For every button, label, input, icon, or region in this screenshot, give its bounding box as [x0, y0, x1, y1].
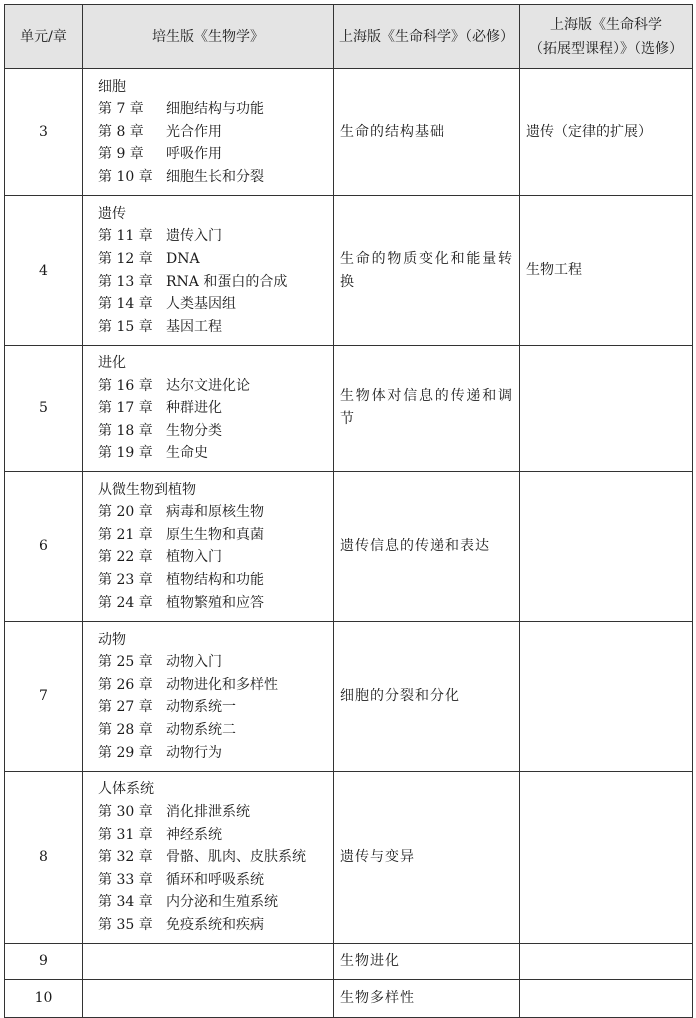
bixiu-cell: 遗传信息的传递和表达 — [334, 471, 520, 621]
chapter-line — [98, 592, 329, 615]
xuanxiu-cell: 生物工程 — [520, 196, 693, 346]
chapter-line — [98, 225, 329, 248]
unit-cell: 5 — [5, 346, 83, 472]
chapter-name: 原生生物和真菌 — [166, 526, 264, 543]
chapter-number: 第 8 章 — [98, 123, 144, 140]
chapter-name: 基因工程 — [166, 318, 222, 335]
peisheng-cell — [83, 943, 334, 979]
chapter-name: 细胞结构与功能 — [166, 101, 264, 118]
chapter-number: 第 26 章 — [98, 676, 153, 693]
chapter-number: 第 29 章 — [98, 744, 153, 761]
header-xuanxiu: 上海版《生命科学 （拓展型课程）》（选修） — [520, 5, 693, 69]
chapter-name: 循环和呼吸系统 — [166, 871, 264, 888]
chapter-number: 第 20 章 — [98, 504, 153, 521]
chapter-line — [98, 316, 329, 339]
chapter-number: 第 25 章 — [98, 654, 153, 671]
chapter-name: 动物进化和多样性 — [166, 676, 278, 693]
chapter-name: 呼吸作用 — [166, 146, 222, 163]
header-bixiu: 上海版《生命科学》（必修） — [334, 5, 520, 69]
unit-cell: 7 — [5, 621, 83, 771]
xuanxiu-cell — [520, 771, 693, 943]
chapter-name: 人类基因组 — [166, 296, 236, 313]
chapter-line — [98, 546, 329, 569]
chapter-name: 生物分类 — [166, 422, 222, 439]
chapter-line — [98, 914, 329, 937]
unit-title: 人体系统 — [98, 781, 154, 798]
chapter-line — [98, 674, 329, 697]
bixiu-cell: 生命的结构基础 — [334, 69, 520, 196]
chapter-number: 第 22 章 — [98, 549, 153, 566]
chapter-number: 第 23 章 — [98, 572, 153, 589]
table-row — [5, 943, 693, 979]
chapter-number: 第 27 章 — [98, 699, 153, 716]
peisheng-cell — [83, 346, 334, 472]
peisheng-cell — [83, 979, 334, 1017]
header-unit: 单元/章 — [5, 5, 83, 69]
chapter-number: 第 17 章 — [98, 400, 153, 417]
chapter-name: 动物行为 — [166, 744, 222, 761]
chapter-line — [98, 442, 329, 465]
chapter-number: 第 14 章 — [98, 296, 153, 313]
unit-cell: 10 — [5, 979, 83, 1017]
chapter-number: 第 31 章 — [98, 826, 153, 843]
unit-cell: 3 — [5, 69, 83, 196]
chapter-name: 达尔文进化论 — [166, 377, 250, 394]
chapter-number: 第 16 章 — [98, 377, 153, 394]
chapter-line — [98, 293, 329, 316]
chapter-name: 动物系统一 — [166, 699, 236, 716]
chapter-name: 种群进化 — [166, 400, 222, 417]
chapter-name: 消化排泄系统 — [166, 803, 250, 820]
bixiu-cell: 生物多样性 — [334, 979, 520, 1017]
header-row — [5, 5, 693, 69]
xuanxiu-cell — [520, 471, 693, 621]
chapter-line — [98, 891, 329, 914]
chapter-line — [98, 801, 329, 824]
chapter-number: 第 33 章 — [98, 871, 153, 888]
chapter-number: 第 7 章 — [98, 101, 144, 118]
chapter-name: 植物入门 — [166, 549, 222, 566]
bixiu-cell: 生物进化 — [334, 943, 520, 979]
chapter-number: 第 24 章 — [98, 594, 153, 611]
xuanxiu-cell — [520, 346, 693, 472]
chapter-line — [98, 98, 329, 121]
peisheng-cell — [83, 471, 334, 621]
unit-title: 遗传 — [98, 205, 126, 222]
chapter-name: 动物系统二 — [166, 722, 236, 739]
chapter-number: 第 34 章 — [98, 894, 153, 911]
chapter-name: 植物结构和功能 — [166, 572, 264, 589]
chapter-number: 第 18 章 — [98, 422, 153, 439]
bixiu-cell: 细胞的分裂和分化 — [334, 621, 520, 771]
chapter-line — [98, 869, 329, 892]
chapter-number: 第 10 章 — [98, 168, 153, 185]
chapter-number: 第 21 章 — [98, 526, 153, 543]
chapter-line — [98, 375, 329, 398]
chapter-line — [98, 248, 329, 271]
chapter-line — [98, 569, 329, 592]
chapter-name: 骨骼、肌肉、皮肤系统 — [166, 849, 306, 866]
chapter-line — [98, 166, 329, 189]
unit-cell: 8 — [5, 771, 83, 943]
chapter-name: 遗传入门 — [166, 228, 222, 245]
xuanxiu-cell — [520, 979, 693, 1017]
chapter-line — [98, 501, 329, 524]
chapter-name: 动物入门 — [166, 654, 222, 671]
table-row — [5, 771, 693, 943]
table-row — [5, 979, 693, 1017]
chapter-name: 植物繁殖和应答 — [166, 594, 264, 611]
chapter-number: 第 30 章 — [98, 803, 153, 820]
chapter-name: RNA 和蛋白的合成 — [166, 273, 288, 290]
chapter-name: DNA — [166, 250, 200, 267]
chapter-number: 第 15 章 — [98, 318, 153, 335]
peisheng-cell — [83, 771, 334, 943]
chapter-line — [98, 121, 329, 144]
unit-cell: 9 — [5, 943, 83, 979]
unit-title: 进化 — [98, 355, 126, 371]
chapter-number: 第 35 章 — [98, 916, 153, 933]
chapter-number: 第 19 章 — [98, 445, 153, 462]
unit-cell: 4 — [5, 196, 83, 346]
peisheng-cell — [83, 621, 334, 771]
xuanxiu-cell: 遗传（定律的扩展） — [520, 69, 693, 196]
chapter-name: 内分泌和生殖系统 — [166, 894, 278, 911]
curriculum-comparison-table — [4, 4, 693, 1018]
chapter-number: 第 28 章 — [98, 722, 153, 739]
table-row — [5, 346, 693, 472]
chapter-line — [98, 846, 329, 869]
table-body — [5, 69, 693, 1018]
peisheng-cell — [83, 69, 334, 196]
chapter-number: 第 12 章 — [98, 250, 153, 267]
chapter-name: 光合作用 — [166, 123, 222, 140]
chapter-line — [98, 824, 329, 847]
chapter-line — [98, 719, 329, 742]
chapter-number: 第 9 章 — [98, 146, 144, 163]
chapter-number: 第 11 章 — [98, 228, 153, 245]
bixiu-cell: 生命的物质变化和能量转换 — [334, 196, 520, 346]
unit-title: 细胞 — [98, 78, 126, 95]
chapter-number: 第 32 章 — [98, 849, 153, 866]
chapter-name: 生命史 — [166, 445, 208, 462]
table-row — [5, 196, 693, 346]
chapter-name: 免疫系统和疾病 — [166, 916, 264, 933]
chapter-name: 病毒和原核生物 — [166, 504, 264, 521]
chapter-line — [98, 524, 329, 547]
chapter-line — [98, 143, 329, 166]
xuanxiu-cell — [520, 943, 693, 979]
peisheng-cell — [83, 196, 334, 346]
unit-cell: 6 — [5, 471, 83, 621]
xuanxiu-cell — [520, 621, 693, 771]
bixiu-cell: 遗传与变异 — [334, 771, 520, 943]
header-peisheng: 培生版《生物学》 — [83, 5, 334, 69]
unit-title: 动物 — [98, 631, 126, 648]
chapter-line — [98, 742, 329, 765]
chapter-name: 神经系统 — [166, 826, 222, 843]
chapter-line — [98, 651, 329, 674]
table-row — [5, 621, 693, 771]
chapter-line — [98, 696, 329, 719]
chapter-line — [98, 420, 329, 443]
table-row — [5, 471, 693, 621]
table-row — [5, 69, 693, 196]
chapter-line — [98, 271, 329, 294]
chapter-number: 第 13 章 — [98, 273, 153, 290]
chapter-name: 细胞生长和分裂 — [166, 168, 264, 185]
unit-title: 从微生物到植物 — [98, 481, 196, 498]
bixiu-cell: 生物体对信息的传递和调节 — [334, 346, 520, 472]
chapter-line — [98, 397, 329, 420]
